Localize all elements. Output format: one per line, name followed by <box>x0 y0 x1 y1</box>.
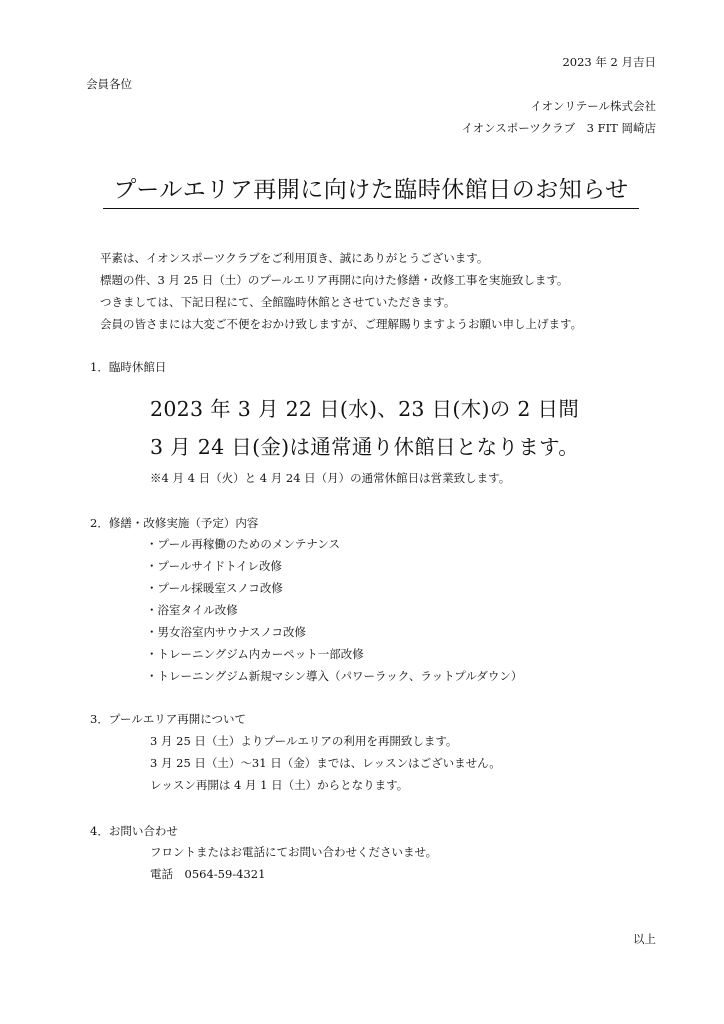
reopen-line: 3 月 25 日（土）～31 日（金）までは、レッスンはございません。 <box>150 756 501 770</box>
section1-heading: 1．臨時休館日 <box>90 360 167 374</box>
reopen-line: 3 月 25 日（土）よりプールエリアの利用を再開致します。 <box>150 734 458 748</box>
recipient: 会員各位 <box>86 77 132 91</box>
phone-number: 電話 0564-59-4321 <box>150 867 266 881</box>
reopen-line: レッスン再開は 4 月 1 日（土）からとなります。 <box>150 778 409 792</box>
section4-heading: 4．お問い合わせ <box>90 824 178 838</box>
list-item: ・プール採暖室スノコ改修 <box>146 581 283 595</box>
intro-line: 標題の件、3 月 25 日（土）のプールエリア再開に向けた修繕・改修工事を実施致します。 <box>100 273 569 287</box>
list-item: ・プール再稼働のためのメンテナンス <box>146 537 341 551</box>
list-item: ・浴室タイル改修 <box>146 603 238 617</box>
intro-paragraph <box>100 247 582 335</box>
exception-note: ※4 月 4 日（火）と 4 月 24 日（月）の通常休館日は営業致します。 <box>150 471 511 485</box>
intro-line: つきましては、下記日程にて、全館臨時休館とさせていただきます。 <box>100 295 456 309</box>
list-item: ・男女浴室内サウナスノコ改修 <box>146 625 306 639</box>
reopen-details <box>150 730 501 796</box>
list-item: ・トレーニングジム内カーペット一部改修 <box>146 647 364 661</box>
closure-dates: 2023 年 3 月 22 日(水)、23 日(木)の 2 日間 <box>150 397 580 421</box>
document-title: プールエリア再開に向けた臨時休館日のお知らせ <box>103 171 639 209</box>
intro-line: 会員の皆さまには大変ご不便をおかけ致しますが、ご理解賜りますようお願い申し上げます。 <box>100 317 583 331</box>
date: 2023 年 2 月吉日 <box>562 55 656 69</box>
section2-heading: 2．修繕・改修実施（予定）内容 <box>90 516 259 530</box>
intro-line: 平素は、イオンスポーツクラブをご利用頂き、誠にありがとうございます。 <box>100 251 489 265</box>
closing: 以上 <box>633 932 656 946</box>
contact-line: フロントまたはお電話にてお問い合わせくださいませ。 <box>150 845 438 859</box>
list-item: ・プールサイドトイレ改修 <box>146 559 283 573</box>
contact-details <box>150 841 437 885</box>
regular-closure-note: 3 月 24 日(金)は通常通り休館日となります。 <box>150 435 580 459</box>
sender-company: イオンリテール株式会社 <box>530 99 656 113</box>
work-items-list <box>146 533 522 687</box>
section3-heading: 3．プールエリア再開について <box>90 712 247 726</box>
list-item: ・トレーニングジム新規マシン導入（パワーラック、ラットプルダウン） <box>146 669 523 683</box>
sender-branch: イオンスポーツクラブ 3 FIT 岡崎店 <box>461 121 656 135</box>
